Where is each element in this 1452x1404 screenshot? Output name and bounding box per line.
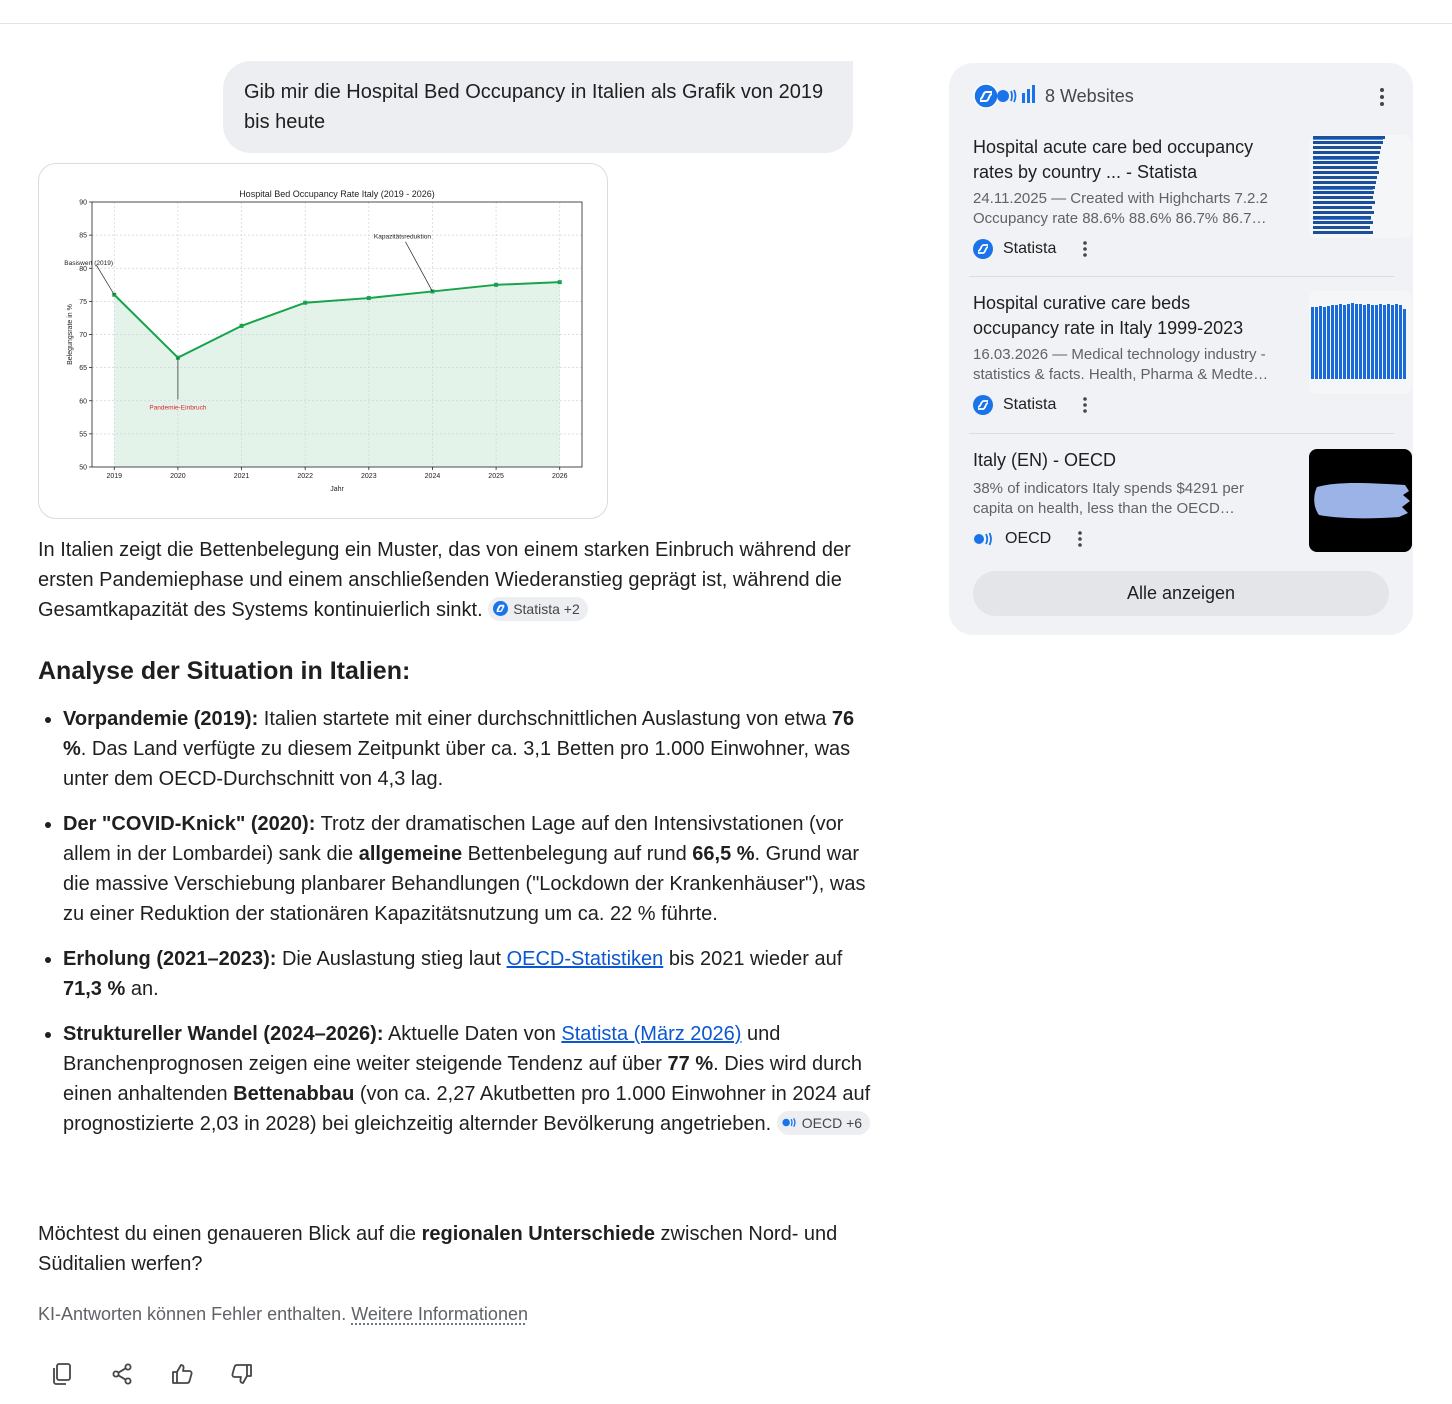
copy-button[interactable] bbox=[50, 1358, 74, 1390]
item-text: Aktuelle Daten von bbox=[383, 1023, 562, 1045]
oecd-statistiken-link[interactable]: OECD-Statistiken bbox=[506, 948, 664, 970]
item-title: Der "COVID-Knick" (2020): bbox=[63, 813, 316, 835]
source-divider bbox=[969, 276, 1394, 277]
section-heading: Analyse der Situation in Italien: bbox=[38, 657, 411, 685]
source-site bbox=[973, 395, 1393, 415]
share-icon bbox=[111, 1362, 133, 1386]
x-tick-label: 2021 bbox=[233, 473, 250, 480]
list-item bbox=[63, 944, 878, 1004]
y-tick-label: 60 bbox=[79, 398, 87, 406]
list-item bbox=[63, 704, 878, 794]
y-tick-label: 80 bbox=[79, 265, 87, 273]
item-bold: 77 % bbox=[667, 1053, 714, 1075]
source-chip-oecd[interactable] bbox=[777, 1111, 870, 1135]
thumbs-down-button[interactable] bbox=[230, 1358, 254, 1390]
closing-text: zwischen Nord- und Süditalien werfen? bbox=[38, 1223, 838, 1275]
item-title: Erholung (2021–2023): bbox=[63, 948, 277, 970]
source-item-statista-curative[interactable] bbox=[973, 291, 1393, 415]
source-chip-statista[interactable] bbox=[488, 597, 588, 621]
thumbs-up-icon bbox=[170, 1362, 194, 1386]
source-divider bbox=[969, 433, 1394, 434]
y-tick-label: 55 bbox=[79, 431, 87, 439]
source-title[interactable]: Hospital acute care bed occupancy rates by country ... - Statista bbox=[973, 137, 1254, 182]
item-text: Italien startete mit einer durchschnittlichen Auslastung von etwa bbox=[258, 708, 832, 730]
x-tick-label: 2023 bbox=[361, 473, 377, 480]
y-tick-label: 50 bbox=[79, 464, 87, 472]
intro-text: In Italien zeigt die Bettenbelegung ein Muster, das von einem starken Einbruch während der ersten Pandemiephase und einem anschließenden Wiederanstieg geprägt ist, während die Gesamtkapazität des Systems kontinuierlich sinkt. bbox=[38, 539, 851, 621]
x-tick-label: 2022 bbox=[297, 473, 313, 480]
item-bold: Bettenabbau bbox=[233, 1083, 355, 1105]
show-all-button[interactable]: Alle anzeigen bbox=[973, 571, 1389, 616]
user-query-bubble: Gib mir die Hospital Bed Occupancy in Italien als Grafik von 2019 bis heute bbox=[223, 61, 853, 153]
brush-stroke-thumbnail-icon bbox=[1309, 449, 1412, 552]
item-text: und Branchenprognosen zeigen eine weiter steigende Tendenz auf über bbox=[63, 1023, 781, 1075]
source-snippet-line1: 38% of indicators Italy spends $4291 per bbox=[973, 480, 1245, 497]
item-bold: 66,5 % bbox=[692, 843, 755, 865]
source-site-name: Statista bbox=[1003, 396, 1057, 413]
chart-image-card[interactable] bbox=[38, 163, 608, 519]
x-tick-label: 2020 bbox=[170, 473, 186, 480]
closing-bold: regionalen Unterschiede bbox=[421, 1223, 655, 1245]
y-tick-label: 75 bbox=[79, 298, 87, 306]
analysis-list bbox=[38, 704, 878, 1154]
column-chart-thumbnail-icon bbox=[1309, 291, 1412, 394]
data-point bbox=[367, 296, 371, 300]
y-tick-label: 65 bbox=[79, 365, 87, 373]
x-tick-label: 2026 bbox=[551, 473, 568, 480]
more-options-icon[interactable] bbox=[1080, 239, 1090, 259]
y-tick-label: 70 bbox=[79, 332, 87, 339]
source-thumbnail[interactable] bbox=[1309, 135, 1412, 238]
closing-question bbox=[38, 1219, 853, 1279]
annotation-label: Kapazitätsreduktion bbox=[373, 233, 432, 241]
y-tick-label: 85 bbox=[79, 232, 87, 240]
statista-icon bbox=[973, 239, 993, 259]
thumbs-up-button[interactable] bbox=[170, 1358, 194, 1390]
item-text: bis 2021 wieder auf bbox=[663, 948, 843, 970]
source-item-statista-acute[interactable] bbox=[973, 135, 1393, 259]
item-text: an. bbox=[125, 978, 159, 1000]
x-axis-label: Jahr bbox=[330, 486, 344, 493]
annotation-label: Pandemie-Einbruch bbox=[149, 404, 207, 412]
sources-panel bbox=[949, 63, 1413, 635]
y-axis-label: Belegungsrate in % bbox=[67, 304, 74, 365]
closing-text: Möchtest du einen genaueren Blick auf die bbox=[38, 1223, 422, 1245]
oecd-icon bbox=[782, 1115, 797, 1130]
y-tick-label: 90 bbox=[79, 199, 87, 207]
source-title[interactable]: Italy (EN) - OECD bbox=[973, 450, 1117, 470]
statista-icon bbox=[493, 601, 508, 616]
source-snippet: Occupancy rate 88.6% 88.6% 86.7% 86.7… bbox=[973, 210, 1267, 227]
more-options-icon[interactable] bbox=[1080, 395, 1090, 415]
more-info-link[interactable]: Weitere Informationen bbox=[351, 1304, 528, 1324]
data-point bbox=[303, 301, 307, 305]
oecd-icon bbox=[973, 529, 995, 549]
item-text: . Das Land verfügte zu diesem Zeitpunkt über ca. 3,1 Betten pro 1.000 Einwohner, was unter dem OECD-Durchschnitt von 4,3 lag. bbox=[63, 738, 851, 790]
item-text: . Dies wird durch einen anhaltenden bbox=[63, 1053, 863, 1105]
answer-actions bbox=[50, 1358, 254, 1390]
data-point bbox=[240, 324, 244, 328]
thumbs-down-icon bbox=[230, 1362, 254, 1386]
item-text: Trotz der dramatischen Lage auf den Intensivstationen (vor allem in der Lombardei) sank die bbox=[63, 813, 844, 865]
chart-title: Hospital Bed Occupancy Rate Italy (2019 - 2026) bbox=[239, 189, 435, 199]
source-date: 16.03.2026 — Medical technology industry - bbox=[973, 346, 1266, 363]
item-bold: 71,3 % bbox=[63, 978, 126, 1000]
more-options-icon[interactable] bbox=[1075, 529, 1085, 549]
source-chip-label: Statista +2 bbox=[513, 600, 580, 617]
source-thumbnail[interactable] bbox=[1309, 449, 1412, 552]
list-item bbox=[63, 809, 878, 929]
copy-icon bbox=[51, 1362, 73, 1386]
source-chip-label: OECD +6 bbox=[801, 1114, 863, 1131]
source-title[interactable]: Hospital curative care beds occupancy rate in Italy 1999-2023 bbox=[973, 293, 1244, 338]
item-title: Vorpandemie (2019): bbox=[63, 708, 259, 730]
source-logos-icon bbox=[973, 83, 1037, 109]
item-title: Struktureller Wandel (2024–2026): bbox=[63, 1023, 384, 1045]
x-tick-label: 2025 bbox=[488, 473, 504, 480]
share-button[interactable] bbox=[110, 1358, 134, 1390]
sources-header[interactable] bbox=[973, 83, 1134, 109]
source-snippet: statistics & facts. Health, Pharma & Medte… bbox=[973, 366, 1269, 383]
source-thumbnail[interactable] bbox=[1309, 291, 1412, 394]
x-tick-label: 2019 bbox=[106, 473, 123, 480]
item-bold: allgemeine bbox=[358, 843, 463, 865]
sources-count: 8 Websites bbox=[1045, 85, 1134, 106]
more-options-icon[interactable] bbox=[1377, 85, 1387, 109]
source-snippet: capita on health, less than the OECD… bbox=[973, 500, 1235, 517]
data-point bbox=[558, 280, 562, 284]
item-text: . Grund war die massive Verschiebung planbarer Behandlungen ("Lockdown der Krankenhäuser"), was zu einer Reduktion der stationären Kapazitätsnutzung um ca. 22 % führte. bbox=[63, 843, 866, 925]
statista-link[interactable]: Statista (März 2026) bbox=[561, 1023, 742, 1045]
top-divider bbox=[0, 23, 1452, 24]
x-tick-label: 2024 bbox=[424, 473, 441, 480]
item-bold: 76 % bbox=[63, 708, 855, 760]
source-site-name: OECD bbox=[1005, 530, 1052, 547]
occupancy-line-chart bbox=[39, 164, 607, 518]
source-site-name: Statista bbox=[1003, 240, 1057, 257]
item-text: Die Auslastung stieg laut bbox=[276, 948, 507, 970]
list-item bbox=[63, 1019, 878, 1139]
ai-disclaimer bbox=[38, 1302, 528, 1326]
item-text: (von ca. 2,27 Akutbetten pro 1.000 Einwohner in 2024 auf prognostizierte 2,03 in 2028) bei gleichzeitig alternder Bevölkerung angetrieben. bbox=[63, 1083, 871, 1135]
disclaimer-text: KI-Antworten können Fehler enthalten. bbox=[38, 1304, 347, 1324]
answer-intro bbox=[38, 535, 858, 625]
source-site bbox=[973, 239, 1393, 259]
bar-chart-thumbnail-icon bbox=[1309, 135, 1412, 238]
annotation-label: Basiswert (2019) bbox=[64, 259, 114, 267]
data-point bbox=[494, 283, 498, 287]
item-text: Bettenbelegung auf rund bbox=[462, 843, 693, 865]
source-item-oecd[interactable] bbox=[973, 448, 1393, 549]
statista-icon bbox=[973, 395, 993, 415]
source-date: 24.11.2025 — Created with Highcharts 7.2.2 bbox=[973, 190, 1268, 207]
